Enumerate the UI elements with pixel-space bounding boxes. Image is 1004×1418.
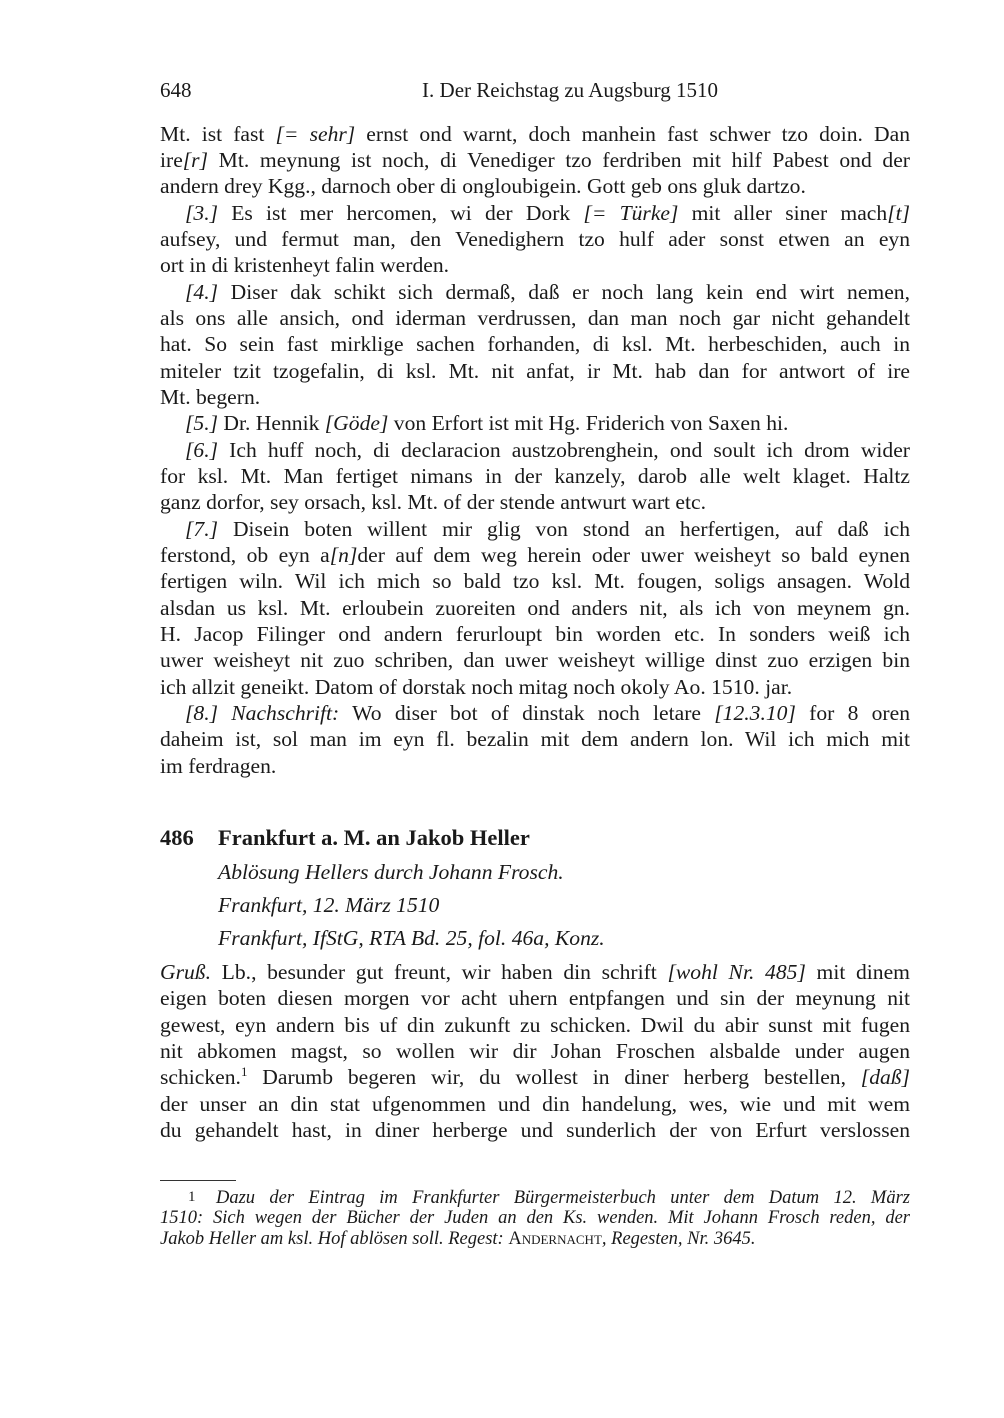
running-header (160, 78, 910, 108)
document-heading (160, 825, 910, 855)
text-line: for ksl. Mt. Man fertiget nimans in der kanzely, darob alle welt klaget. Haltz (160, 464, 910, 488)
footnote-line: Jakob Heller am ksl. Hof ablösen soll. Regest: Andernacht, Regesten, Nr. 3645. (160, 1229, 756, 1249)
text-line: [5.] Dr. Hennik [Göde] von Erfort ist mit Hg. Friderich von Saxen hi. (185, 411, 789, 435)
text-line: uwer weisheyt nit zuo schriben, dan uwer weisheyt willige dinst zuo erzigen bin (160, 648, 910, 672)
text-line: ich allzit geneikt. Datom of dorstak noch mitag noch okoly Ao. 1510. jar. (160, 675, 793, 699)
text-line: gewest, eyn andern bis uf din zukunft zu schicken. Dwil du abir sunst mit fugen (160, 1013, 910, 1037)
text-line: andern drey Kgg., darnoch ober di ongloubigein. Gott geb ons gluk dartzo. (160, 174, 806, 198)
author-name: Andernacht (508, 1229, 602, 1249)
running-title: I. Der Reichstag zu Augsburg 1510 (422, 78, 718, 102)
text-line: du gehandelt hast, in diner herberge und sunderlich der von Erfurt verslossen (160, 1118, 910, 1142)
text-line: ire[r] Mt. meynung ist noch, di Venediger tzo ferdriben mit hilf Pabest ond der (160, 148, 910, 172)
footnote-line: 1 Dazu der Eintrag im Frankfurter Bürgermeisterbuch unter dem Datum 12. März (160, 1187, 910, 1207)
text-line: ferstond, ob eyn a[n]der auf dem weg herein oder uwer weisheyt so bald eynen (160, 543, 910, 567)
text-line: als ons alle ansich, ond iderman verdrussen, dan man noch gar nicht gehandelt (160, 306, 910, 330)
document-title: Frankfurt a. M. an Jakob Heller (218, 825, 530, 850)
text-line: miteler tzit tzogefalin, di ksl. Mt. nit anfat, ir Mt. hab dan for antwort of ire (160, 359, 910, 383)
text-line: [4.] Diser dak schikt sich dermaß, daß er noch lang kein end wirt nemen, (185, 280, 910, 304)
document-summary: Ablösung Hellers durch Johann Frosch. (218, 860, 564, 884)
page-number: 648 (160, 78, 192, 102)
text-line: Mt. begern. (160, 385, 261, 409)
footnote-reference: 1 (240, 1064, 248, 1079)
document-number: 486 (160, 825, 194, 850)
text-line: Mt. ist fast [= sehr] ernst ond warnt, doch manhein fast schwer tzo doin. Dan (160, 122, 910, 146)
text-line: ort in di kristenheyt falin werden. (160, 253, 450, 277)
text-line: Gruß. Lb., besunder gut freunt, wir haben din schrift [wohl Nr. 485] mit dinem (160, 960, 910, 984)
text-line: der unser an din stat ufgenommen und din handelung, wes, wie und mit wem (160, 1092, 910, 1116)
text-line: [3.] Es ist mer hercomen, wi der Dork [= Türke] mit aller siner mach[t] (185, 201, 910, 225)
text-line: hat. So sein fast mirklige sachen forhanden, di ksl. Mt. herbeschiden, auch in (160, 332, 910, 356)
document-place-date: Frankfurt, 12. März 1510 (218, 893, 440, 917)
text-line: ganz dorfor, sey orsach, ksl. Mt. of der stende antwurt wart etc. (160, 490, 707, 514)
text-line: [7.] Disein boten willent mir glig von stond an herfertigen, auf daß ich (185, 517, 910, 541)
footnote-number: 1 (188, 1189, 196, 1205)
text-line: H. Jacop Filinger ond andern ferurloupt bin worden etc. In sonders weiß ich (160, 622, 910, 646)
text-line: fertigen wiln. Wil ich mich so bald tzo ksl. Mt. fougen, soligs ansagen. Wold (160, 569, 910, 593)
text-line: alsdan us ksl. Mt. erloubein zuoreiten ond anders nit, als ich von meynem gn. (160, 596, 910, 620)
text-line: [6.] Ich huff noch, di declaracion austzobrenghein, ond soult ich drom wider (185, 438, 910, 462)
text-line: eigen boten diesen morgen vor acht uhern entpfangen und sin der meynung nit (160, 986, 910, 1010)
text-line: [8.] Nachschrift: Wo diser bot of dinstak noch letare [12.3.10] for 8 oren (185, 701, 910, 725)
text-line: daheim ist, sol man im eyn fl. bezalin mit dem andern lon. Wil ich mich mit (160, 727, 910, 751)
text-line: nit abkomen magst, so wollen wir dir Johan Froschen alsbalde under augen (160, 1039, 910, 1063)
footnote-rule (160, 1180, 236, 1181)
text-line: aufsey, und fermut man, den Venedighern tzo hulf ader sonst etwen an eyn (160, 227, 910, 251)
document-source: Frankfurt, IfStG, RTA Bd. 25, fol. 46a, Konz. (218, 926, 605, 950)
text-line: im ferdragen. (160, 754, 277, 778)
footnote-line: 1510: Sich wegen der Bücher der Juden an den Ks. wenden. Mit Johann Frosch reden, der (160, 1208, 910, 1228)
text-line: schicken.$^1$ Darumb begeren wir, du wollest in diner herberg bestellen, [daß] (160, 1064, 910, 1089)
